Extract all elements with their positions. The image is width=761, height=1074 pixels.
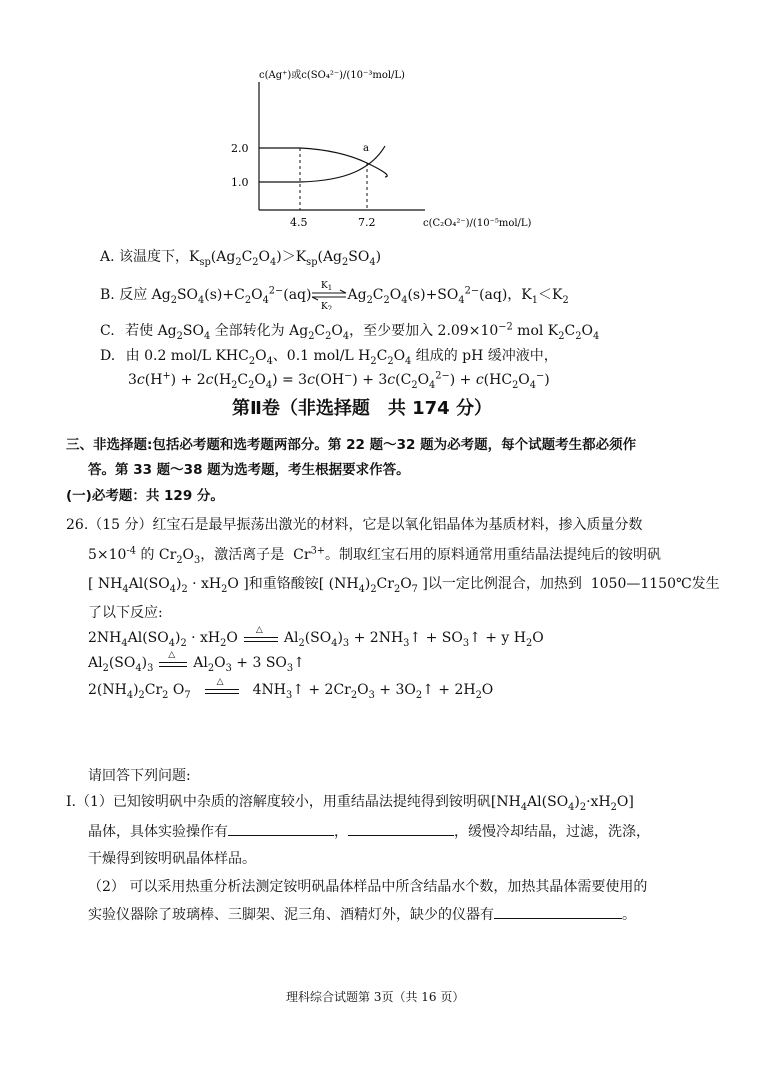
reaction-1 — [88, 625, 544, 649]
chart-curve-increasing — [300, 146, 385, 182]
answer-blank-2[interactable] — [348, 821, 454, 836]
answer-blank-3[interactable] — [494, 904, 622, 919]
reaction-3 — [88, 677, 494, 701]
chart-x-tick-72: 7.2 — [358, 216, 376, 229]
q26-line3: [ $NH_4Al(SO_4)_2 \cdot xH_2O$ ]和重铬酸铵[ $(NH_4)_2Cr_2O_7$ ]以一定比例混合，加热到 1050—1150℃发生 — [88, 576, 720, 595]
option-c-letter: C. — [100, 323, 115, 339]
option-d-text: 由 0.2 mol/L $KHC_2O_4$、0.1 mol/L $H_2C_2O_4$ 组成的 pH 缓冲液中， — [125, 348, 558, 367]
part2-line2 — [88, 904, 636, 925]
reaction-2-left: $Al_2(SO_4)_3$ — [88, 655, 154, 674]
section-title: 第Ⅱ卷（非选择题 共 174 分） — [232, 398, 492, 419]
solubility-chart — [225, 60, 545, 235]
option-b-text: 反应 $Ag_2SO_4(s)+C_2O_4^{2-}(aq)$ — [119, 285, 312, 306]
reaction-2-right: $Al_2O_3 + 3$ $SO_3↑$ — [193, 655, 305, 674]
part1-line2-a: 晶体，具体实验操作有 — [88, 824, 228, 840]
chart-curve-decreasing — [300, 148, 387, 177]
q26-line1: 26.（15 分）红宝石是最早振荡出激光的材料，它是以氧化铝晶体为基质材料，掺入质量分数 — [66, 517, 643, 533]
part2-line2-a: 实验仪器除了玻璃棒、三脚架、泥三角、酒精灯外，缺少的仪器有 — [88, 907, 494, 923]
reaction-2 — [88, 650, 305, 674]
section3-line1: 三、非选择题:包括必考题和选考题两部分。第 22 题～32 题为必考题，每个试题考生都必须作 — [66, 437, 637, 453]
chart-y-axis-label: c(Ag⁺)或c(SO₄²⁻)/(10⁻³mol/L) — [259, 70, 405, 81]
page-footer: 理科综合试题第 3页（共 16 页） — [286, 990, 465, 1004]
option-a — [100, 247, 381, 267]
option-a-letter: A. — [100, 249, 115, 265]
part1-line1: Ⅰ.（1）已知铵明矾中杂质的溶解度较小，用重结晶法提纯得到铵明矾$[NH_4Al(SO_4)_2\cdot xH_2O]$ — [66, 794, 634, 813]
svg-text:K1: $K_1$ — [321, 281, 333, 292]
option-a-text: 该温度下，$K_{sp}(Ag_2C_2O_4)>K_{sp}(Ag_2SO_4)$ — [119, 249, 382, 268]
option-b-letter: B. — [100, 287, 115, 303]
reaction-3-left: $2(NH_4)_2Cr_2$ $O_7$ — [88, 682, 191, 701]
option-d — [100, 346, 558, 366]
reaction-3-right: $4NH_3↑ + 2Cr_2O_3$ + $3O_2↑ + 2H_2O$ — [252, 682, 494, 701]
heat-equals-icon: △ — [159, 656, 187, 670]
heat-equals-icon: △ — [244, 631, 278, 645]
chart-y-tick-1: 1.0 — [231, 176, 249, 189]
reversible-arrow-icon — [311, 280, 347, 310]
part2-line1: （2） 可以采用热重分析法测定铵明矾晶体样品中所含结晶水个数，加热其晶体需要使用的 — [88, 879, 648, 895]
option-c — [100, 321, 599, 341]
q26-prompt: 请回答下列问题: — [88, 768, 191, 784]
part2-line2-b: 。 — [622, 907, 636, 923]
q26-line4: 了以下反应: — [88, 605, 163, 621]
reaction-1-right: $Al_2(SO_4)_3$ + $2NH_3↑$ + $SO_3↑ + y$ $H_2O$ — [283, 630, 544, 649]
section3-line2: 答。第 33 题～38 题为选考题，考生根据要求作答。 — [88, 462, 410, 478]
option-d-letter: D. — [100, 348, 116, 364]
heat-equals-icon: △ — [205, 683, 239, 697]
option-b — [100, 280, 569, 310]
part1-line2-b: ， — [334, 824, 348, 840]
chart-x-axis-label: c(C₂O₄²⁻)/(10⁻⁵mol/L) — [423, 218, 532, 229]
svg-text:K2: $K_2$ — [321, 302, 333, 310]
option-d-equation: $3c(H^+) + 2c(H_2C_2O_4) = 3c(OH^-) + 3c(C_2O_4^{2-}) + c(HC_2O_4^-)$ — [128, 370, 550, 391]
required-header: (一)必考题：共 129 分。 — [66, 488, 224, 504]
q26-line2: $5\times 10^{-4}$ 的 $Cr_2O_3$，激活离子是 $Cr^{3+}$。制取红宝石用的原料通常用重结晶法提纯后的铵明矾 — [88, 545, 662, 566]
chart-y-tick-2: 2.0 — [231, 142, 249, 155]
option-c-text: 若使 $Ag_2SO_4$ 全部转化为 $Ag_2C_2O_4$，至少要加入 $2.09\times 10^{-2}$ mol $K_2C_2O_4$ — [125, 321, 600, 342]
part1-line2-c: ，缓慢冷却结晶，过滤，洗涤， — [454, 824, 650, 840]
part1-line3: 干燥得到铵明矾晶体样品。 — [88, 851, 256, 867]
answer-blank-1[interactable] — [228, 821, 334, 836]
option-b-text-right: $Ag_2C_2O_4(s)+SO_4^{2-}(aq)$，$K_1<K_2$ — [347, 285, 569, 306]
chart-point-a: a — [363, 143, 369, 154]
reaction-1-left: $2NH_4Al(SO_4)_2 \cdot xH_2O$ — [88, 630, 238, 649]
part1-line2 — [88, 821, 650, 842]
chart-x-tick-45: 4.5 — [290, 216, 308, 229]
